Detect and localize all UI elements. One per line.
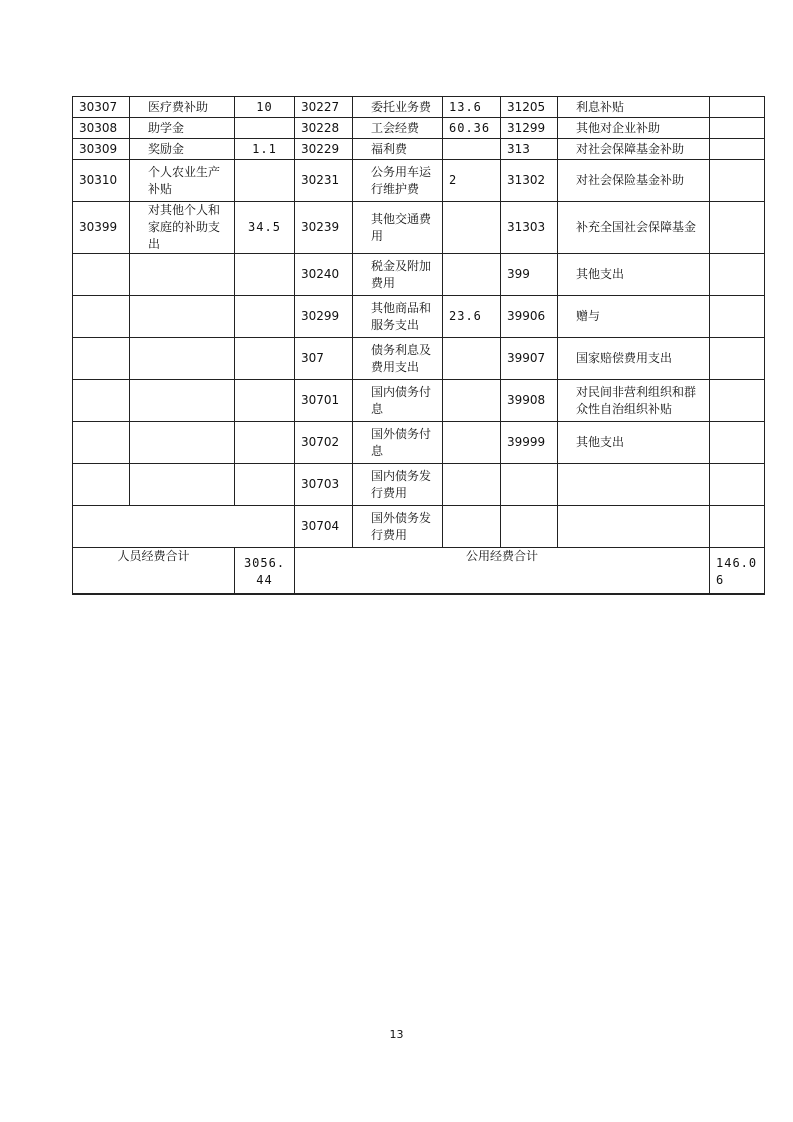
table-cell [443, 422, 501, 464]
table-cell [710, 464, 765, 506]
table-cell: 1.1 [235, 139, 295, 160]
personnel-total-label: 人员经费合计 [73, 548, 235, 594]
table-cell [235, 118, 295, 139]
table-cell: 31302 [501, 160, 558, 202]
table-cell [235, 338, 295, 380]
table-cell [710, 506, 765, 548]
table-cell: 13.6 [443, 97, 501, 118]
table-cell [710, 338, 765, 380]
table-row [73, 422, 765, 464]
table-row [73, 97, 765, 118]
table-cell: 工会经费 [353, 118, 443, 139]
table-cell: 307 [295, 338, 353, 380]
table-cell: 对其他个人和家庭的补助支出 [130, 202, 235, 254]
table-row [73, 160, 765, 202]
table-cell [443, 380, 501, 422]
table-cell: 其他支出 [558, 254, 710, 296]
table-cell [73, 296, 130, 338]
totals-row [73, 548, 765, 594]
table-cell [710, 160, 765, 202]
table-cell: 税金及附加费用 [353, 254, 443, 296]
table-cell [235, 254, 295, 296]
table-cell: 30703 [295, 464, 353, 506]
table-cell [501, 506, 558, 548]
table-cell [443, 338, 501, 380]
table-cell: 31299 [501, 118, 558, 139]
expense-table [72, 96, 765, 595]
table-cell: 补充全国社会保障基金 [558, 202, 710, 254]
table-row [73, 506, 765, 548]
table-cell: 313 [501, 139, 558, 160]
personnel-total-value: 3056.44 [235, 548, 295, 594]
table-cell: 30704 [295, 506, 353, 548]
table-cell [443, 506, 501, 548]
table-row [73, 202, 765, 254]
table-cell: 30227 [295, 97, 353, 118]
table-cell [558, 506, 710, 548]
table-cell: 30229 [295, 139, 353, 160]
public-total-label: 公用经费合计 [295, 548, 710, 594]
table-cell [73, 464, 130, 506]
table-cell: 其他交通费用 [353, 202, 443, 254]
table-cell: 福利费 [353, 139, 443, 160]
table-cell [130, 296, 235, 338]
table-cell: 30701 [295, 380, 353, 422]
table-cell [73, 506, 295, 548]
table-cell: 国内债务发行费用 [353, 464, 443, 506]
table-cell: 其他商品和服务支出 [353, 296, 443, 338]
table-cell [130, 464, 235, 506]
table-cell: 奖励金 [130, 139, 235, 160]
table-cell: 债务利息及费用支出 [353, 338, 443, 380]
table-cell [710, 254, 765, 296]
table-cell: 委托业务费 [353, 97, 443, 118]
table-cell: 23.6 [443, 296, 501, 338]
table-cell [443, 202, 501, 254]
table-cell [73, 422, 130, 464]
table-cell: 10 [235, 97, 295, 118]
table-cell: 个人农业生产补贴 [130, 160, 235, 202]
table-cell [710, 97, 765, 118]
table-cell [710, 422, 765, 464]
table-cell [235, 464, 295, 506]
table-cell: 30309 [73, 139, 130, 160]
table-cell: 31303 [501, 202, 558, 254]
table-cell: 39906 [501, 296, 558, 338]
table-cell: 助学金 [130, 118, 235, 139]
table-cell: 赠与 [558, 296, 710, 338]
table-cell: 39908 [501, 380, 558, 422]
table-cell [235, 296, 295, 338]
table-cell [443, 139, 501, 160]
table-cell: 国外债务付息 [353, 422, 443, 464]
table-cell: 30228 [295, 118, 353, 139]
table-cell [443, 254, 501, 296]
table-cell [558, 464, 710, 506]
table-cell [443, 464, 501, 506]
table-cell: 2 [443, 160, 501, 202]
table-cell: 30702 [295, 422, 353, 464]
table-row [73, 139, 765, 160]
table-cell [710, 202, 765, 254]
table-cell: 30239 [295, 202, 353, 254]
table-cell: 国内债务付息 [353, 380, 443, 422]
table-cell [130, 422, 235, 464]
table-cell: 30299 [295, 296, 353, 338]
table-cell: 30310 [73, 160, 130, 202]
table-cell: 30308 [73, 118, 130, 139]
table-cell: 其他对企业补助 [558, 118, 710, 139]
table-row [73, 338, 765, 380]
table-cell: 30399 [73, 202, 130, 254]
table-cell [710, 139, 765, 160]
table-cell: 399 [501, 254, 558, 296]
table-cell [501, 464, 558, 506]
table-row [73, 464, 765, 506]
table-cell: 对社会保障基金补助 [558, 139, 710, 160]
table-cell [710, 296, 765, 338]
table-cell: 39999 [501, 422, 558, 464]
table-cell: 30240 [295, 254, 353, 296]
page-number: 13 [389, 1028, 404, 1041]
table-cell [73, 380, 130, 422]
table-cell [73, 254, 130, 296]
table-cell: 30307 [73, 97, 130, 118]
table-cell: 31205 [501, 97, 558, 118]
table-row [73, 296, 765, 338]
table-cell: 利息补贴 [558, 97, 710, 118]
public-total-value: 146.06 [710, 548, 765, 594]
table-cell [235, 422, 295, 464]
table-cell: 对社会保险基金补助 [558, 160, 710, 202]
table-cell [73, 338, 130, 380]
table-cell: 国家赔偿费用支出 [558, 338, 710, 380]
table-row [73, 380, 765, 422]
table-cell [710, 118, 765, 139]
table-cell [710, 380, 765, 422]
table-cell: 对民间非营利组织和群众性自治组织补贴 [558, 380, 710, 422]
table-cell: 60.36 [443, 118, 501, 139]
table-cell: 39907 [501, 338, 558, 380]
table-cell: 其他支出 [558, 422, 710, 464]
table-cell [130, 338, 235, 380]
table-cell: 34.5 [235, 202, 295, 254]
table-row [73, 254, 765, 296]
table-cell: 国外债务发行费用 [353, 506, 443, 548]
table-cell: 公务用车运行维护费 [353, 160, 443, 202]
table-cell [130, 254, 235, 296]
table-cell [235, 160, 295, 202]
table-row [73, 118, 765, 139]
table-cell [130, 380, 235, 422]
table-cell [235, 380, 295, 422]
table-cell: 医疗费补助 [130, 97, 235, 118]
table-cell: 30231 [295, 160, 353, 202]
